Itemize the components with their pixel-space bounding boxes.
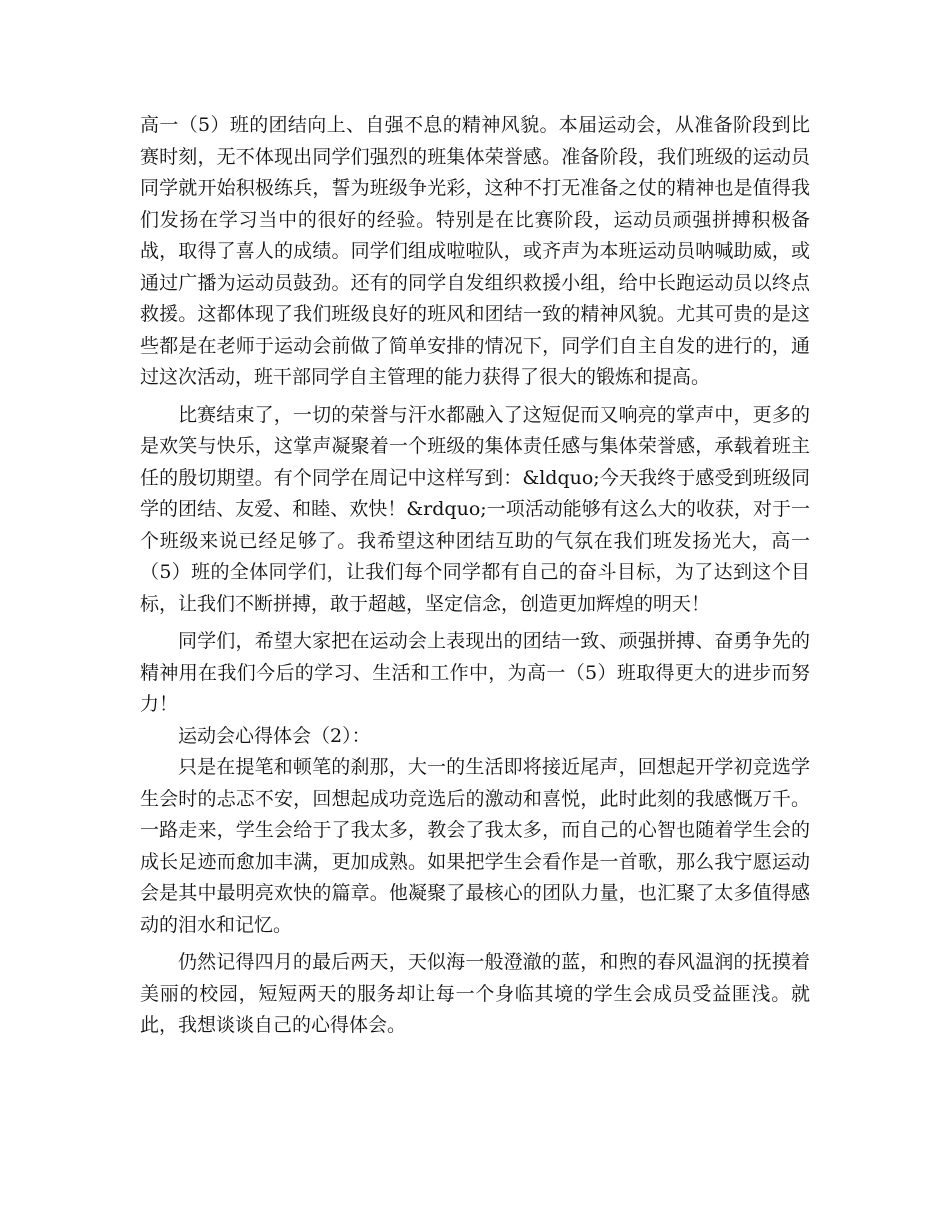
paragraph-april-memory: 仍然记得四月的最后两天，天似海一般澄澈的蓝，和煦的春风温润的抚摸着美丽的校园，短短两天的服务却让每一个身临其境的学生会成员受益匪浅。就此，我想谈谈自己的心得体会。 bbox=[140, 951, 810, 1036]
paragraph-closing-appeal: 同学们，希望大家把在运动会上表现出的团结一致、顽强拼搏、奋勇争先的精神用在我们今后的学习、生活和工作中，为高一（5）班取得更大的进步而努力！ bbox=[140, 630, 810, 715]
section-heading: 运动会心得体会（2）： bbox=[178, 724, 371, 747]
paragraph-continuation: 高一（5）班的团结向上、自强不息的精神风貌。本届运动会，从准备阶段到比赛时刻，无不体现出同学们强烈的班集体荣誉感。准备阶段，我们班级的运动员同学就开始积极练兵，誓为班级争光彩，这种不打无准备之仗的精神也是值得我们发扬在学习当中的很好的经验。特别是在比赛阶段，运动员顽强拼搏积极备战，取得了喜人的成绩。同学们组成啦啦队，或齐声为本班运动员呐喊助威，或通过广播为运动员鼓劲。还有的同学自发组织救援小组，给中长跑运动员以终点救援。这都体现了我们班级良好的班风和团结一致的精神风貌。尤其可贵的是这些都是在老师于运动会前做了简单安排的情况下，同学们自主自发的进行的，通过这次活动，班干部同学自主管理的能力获得了很大的锻炼和提高。 bbox=[140, 114, 810, 388]
paragraph-competition-end: 比赛结束了，一切的荣誉与汗水都融入了这短促而又响亮的掌声中，更多的是欢笑与快乐，这掌声凝聚着一个班级的集体责任感与集体荣誉感，承载着班主任的殷切期望。有个同学在周记中这样写到：&ldquo;今天我终于感受到班级同学的团结、友爱、和睦、欢快！&rdquo;一项活动能够有这么大的收获，对于一个班级来说已经足够了。我希望这种团结互助的气氛在我们班发扬光大，高一（5）班的全体同学们，让我们每个同学都有自己的奋斗目标，为了达到这个目标，让我们不断拼搏，敢于超越，坚定信念，创造更加辉煌的明天！ bbox=[140, 403, 810, 615]
paragraph-student-union: 只是在提笔和顿笔的刹那，大一的生活即将接近尾声，回想起开学初竞选学生会时的忐忑不安，回想起成功竞选后的激动和喜悦，此时此刻的我感慨万千。一路走来，学生会给于了我太多，教会了我太多，而自己的心智也随着学生会的成长足迹而愈加丰满，更加成熟。如果把学生会看作是一首歌，那么我宁愿运动会是其中最明亮欢快的篇章。他凝聚了最核心的团队力量，也汇聚了太多值得感动的泪水和记忆。 bbox=[140, 756, 810, 936]
